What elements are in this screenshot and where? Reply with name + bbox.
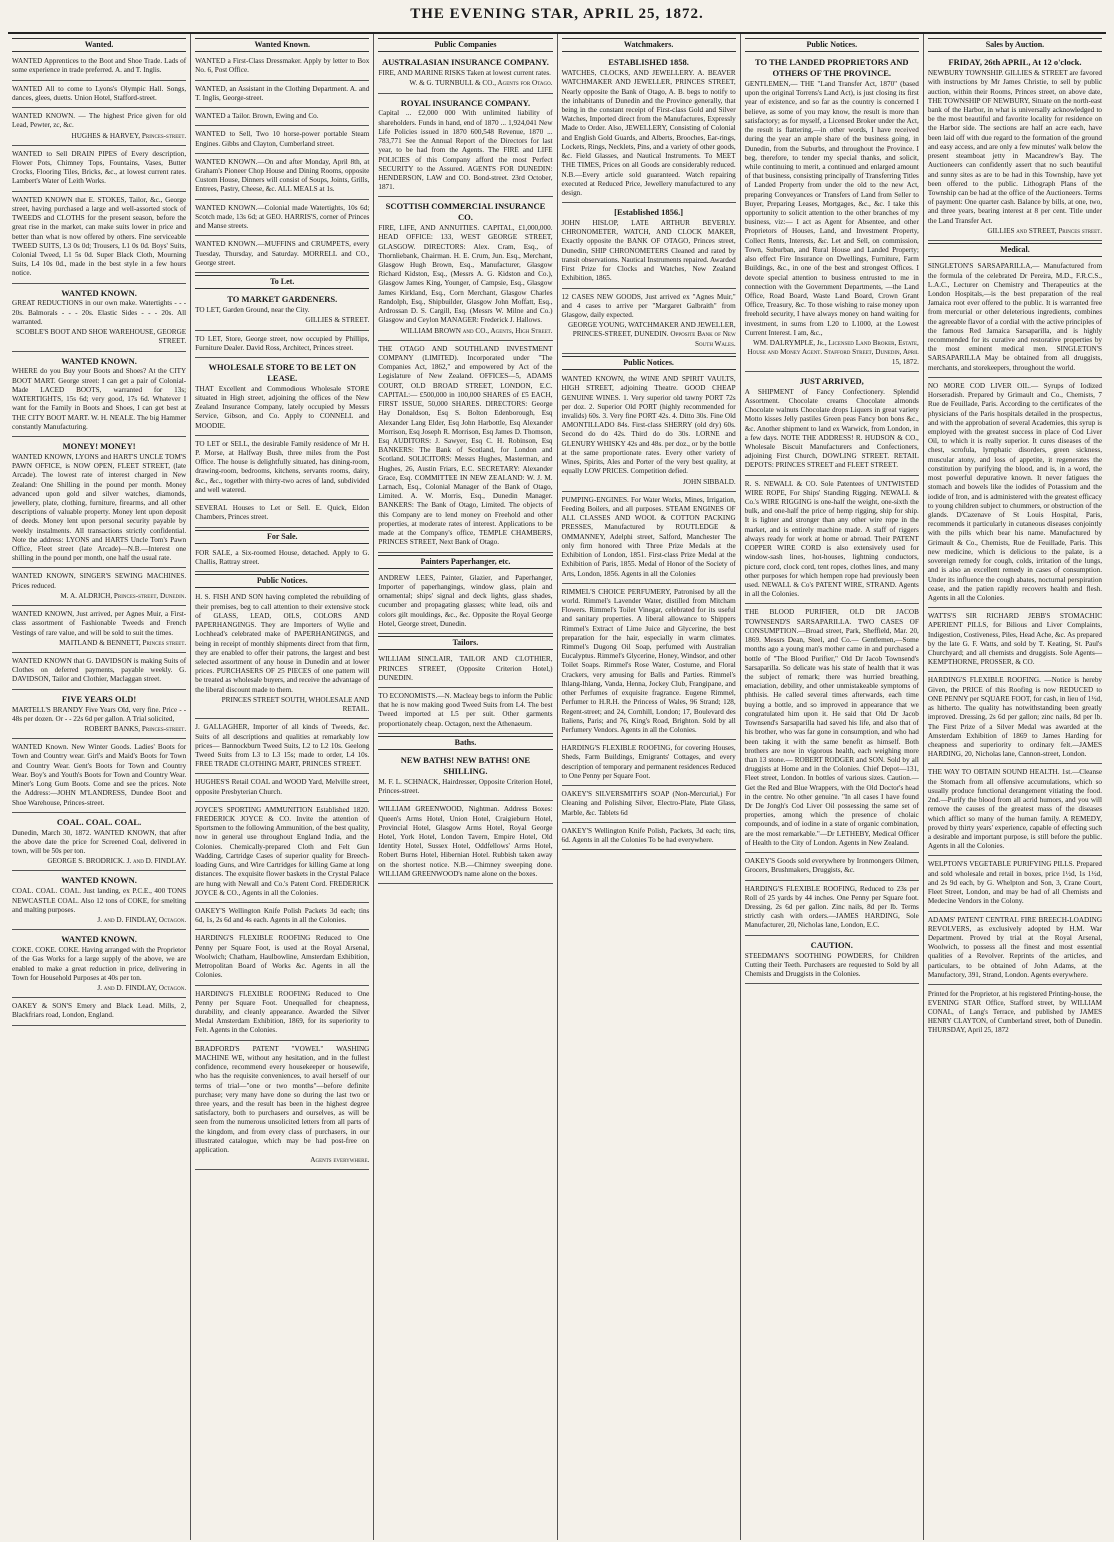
ad-body: WELPTON'S VEGETABLE PURIFYING PILLS. Prepared and sold wholesale and retail in boxes, price 1½d, 1s 1½d, and 2s 9d each, by G. Whelpton and Son, 3, Crane Court, Fleet Street, London, and may be had of all Chemists and Medecine Vendors in the Colony. <box>927 860 1103 906</box>
section-heading: Tailors. <box>378 636 552 650</box>
ad-signature: Agents everywhere. <box>310 1156 370 1165</box>
section-heading: Sales by Auction. <box>928 38 1102 52</box>
advertisement <box>378 803 552 884</box>
ad-body: SEVERAL Houses to Let or Sell. E. Quick, Eldon Chambers, Princes street. <box>195 504 370 522</box>
ad-heading: JUST ARRIVED, <box>799 375 864 386</box>
section-heading: To Let. <box>195 275 369 289</box>
ad-heading: ROYAL INSURANCE COMPANY. <box>400 97 531 108</box>
ad-body: WANTED KNOWN that G. DAVIDSON is making Suits of Clothes on deferred payments, payable weekly. G. DAVIDSON, Tailor and Clothier, Maclaggan street. <box>12 657 187 684</box>
ad-signature: WM. DALRYMPLE, Jr., Licensed Land Broker, Estate, House and Money Agent. Stafford Street, Dunedin, April 15, 1872. <box>747 339 919 366</box>
ad-signature: GILLIES & STREET. <box>305 316 370 325</box>
advertisement <box>378 653 552 688</box>
section-heading: Medical. <box>928 243 1102 257</box>
ad-body: HARDING'S FLEXIBLE ROOFING, Reduced to 23s per Roll of 25 yards by 44 inches. One Penny per Square foot. Dressing, 2s 6d per gallon. Zinc nails, 8d per lb. Terms strictly cash with orders.—JAMES HARDING, Sole Manufacturer, 20, Nicholas lane, London, E.C. <box>744 884 919 930</box>
ad-signature: GEORGE YOUNG, WATCHMAKER AND JEWELLER, PRINCES-STREET, DUNEDIN. Opposite Bank of New South Wales. <box>567 321 736 348</box>
ad-body: WHERE do you Buy your Boots and Shoes? At the CITY BOOT MART. George street: I can get a pair of Colonial-Made LACED BOOTS, warranted for 13s; WATERTIGHTS, 15s 6d; very good, 17s 6d. Whatever I want for the Family in Boots and Shoes, I can get best at THE CITY BOOT MART. W. H. NEALE. The big Hammer constantly Manufacturing. <box>12 367 187 431</box>
advertisement <box>928 858 1102 911</box>
section-heading: Baths. <box>378 736 552 750</box>
ad-heading: TO THE LANDED PROPRIETORS AND OTHERS OF THE PROVINCE. <box>755 57 909 79</box>
advertisement <box>195 502 369 527</box>
advertisement <box>195 55 369 80</box>
advertisement <box>562 586 736 741</box>
ad-heading: [Established 1856.] <box>614 207 684 218</box>
ad-body: WANTED KNOWN, Just arrived, per Agnes Muir, a First-class assortment of Fashionable Tweeds and French Vestings of rare value, and will be sold to suit the times. <box>12 610 187 637</box>
advertisement <box>12 1000 186 1025</box>
ad-heading: CAUTION. <box>810 939 853 950</box>
columns <box>8 34 1106 1540</box>
advertisement <box>928 610 1102 672</box>
ad-signature: GILLIES and STREET, Princes street. <box>987 226 1103 235</box>
ad-body: WANTED a First-Class Dressmaker. Apply by letter to Box No. 6, Post Office. <box>195 57 370 75</box>
column-4 <box>558 34 741 1540</box>
ad-body: HUGHES'S Retail COAL and WOOD Yard, Melville street, opposite Presbyterian Church. <box>195 778 370 796</box>
ad-body: ADAMS' PATENT CENTRAL FIRE BREECH-LOADING REVOLVERS, as exclusively adopted by H.M. War Department. Proved by trial at the Royal Arsenal, Woolwich, to possess all the finest and most essential qualities of a Revolver. Reprints of the articles, and particulars, to be obtained of John Adams, at the Manufactory, 391, Strand, London. Agents everywhere. <box>927 915 1103 979</box>
ad-body: WANTED to Sell, Two 10 horse-power portable Steam Engines. Gibbs and Clayton, Cumberland street. <box>195 130 370 148</box>
ad-body: R. S. NEWALL & CO. Sole Patentees of UNTWISTED WIRE ROPE, For Ships' Standing Rigging. NEWALL & Co.'s WIRE RIGGING is one-half the weight, one-sixth the bulk, and one-half the price of hemp rigging, ship for ship. It is lighter and stronger than any other wire rope in the market, and is entirely machine made. A staff of riggers always ready for work at home or abroad. Their PATENT COPPER WIRE CORD is also extensively used for window-sash lines, hot-houses, lightning conductors, picture cord, clock cord, tent ropes, clothes lines, and many other purposes for which hempen rope had previously been used. NEWALL & Co's PATENT WIRE, STRAND. Agents in all the Colonies. <box>744 479 919 599</box>
section-heading: Public Companies <box>378 38 552 52</box>
ad-heading: WANTED KNOWN. <box>61 355 137 366</box>
ad-heading: TO MARKET GARDENERS. <box>227 294 338 305</box>
advertisement <box>12 439 186 569</box>
advertisement <box>195 238 369 273</box>
advertisement <box>745 883 919 936</box>
column-6 <box>924 34 1106 1540</box>
advertisement <box>562 742 736 786</box>
advertisement <box>745 374 919 476</box>
advertisement <box>12 570 186 606</box>
section-heading: Watchmakers. <box>562 38 736 52</box>
ad-body: JOHN HISLOP, LATE ARTHUR BEVERLY. CHRONOMETER, WATCH, AND CLOCK MAKER, Exactly opposite the BANK OF OTAGO, Princes street, Dunedin, SHIP CHRONOMETERS Cleaned and rated by transit observations. Nautical Instruments repaired. Awarded First Prize for Clocks and Watches, New Zealand Exhibition, 1865. <box>561 219 736 283</box>
ad-signature: MAITLAND & BENNETT, Princes street. <box>59 638 187 647</box>
ad-body: TO LET, Garden Ground, near the City. <box>195 306 310 315</box>
advertisement <box>195 110 369 126</box>
ad-body: WANTED All to come to Lyons's Olympic Hall. Songs, dances, glees, duetts. Union Hotel, Stafford-street. <box>12 84 187 102</box>
ad-signature: J. and D. FINDLAY, Octagon. <box>97 983 187 992</box>
ad-body: WANTED a Tailor. Brown, Ewing and Co. <box>195 112 319 121</box>
advertisement <box>195 333 369 358</box>
ad-body: PUMPING-ENGINES. For Water Works, Mines, Irrigation, Feeding Boilers, and all purposes. STEAM ENGINES OF ALL CLASSES AND WOOL & COTTON PACKING PRESSES, Manufactured by ROUTLEDGE & OMMANNEY, Adelphi street, Salford, Manchester The only firm honored with Three Prize Medals at the Exhibition of London, 1851. First-class Prize Medal at the Exhibition of Paris, 1855. Medal of Honor of the Society of Arts, London, 1856. Agents in all the Colonies <box>561 495 736 578</box>
ad-body: HARDING'S FLEXIBLE ROOFING Reduced to One Penny per Square Foot, is used at the Royal Arsenal, Woolwich; Chatham, Haulbowline, Amsterdam Exhibition, Metropolitan Board of Works &c. Agents in all the Colonies. <box>195 934 370 980</box>
ad-body: WANTED KNOWN that E. STOKES, Tailor, &c., George street, having purchased a large and well-assorted stock of TWEEDS and CLOTHS for the present season, before the great rise in the market, can make suits lower in price and better than what is now offered by others. Fine serviceable TWEED SUITS, L3 0s 0d; Trousers, L1 0s 0d. Boys' Suits, Colonial Tweed, L1 5s 0d. Super Black Cloth, Mourning Suits, L4 10s 0d., made in the best style in a few hours notice. <box>12 195 187 278</box>
column-2 <box>191 34 374 1540</box>
advertisement <box>195 905 369 930</box>
ad-body: WANTED KNOWN. — The highest Price given for old Lead, Pewter, zc, &c. <box>12 112 187 130</box>
ad-body: FIRE, AND MARINE RISKS Taken at lowest current rates. <box>378 69 551 78</box>
section-heading: Public Notices. <box>745 38 919 52</box>
advertisement <box>745 855 919 880</box>
ad-body: WANTED KNOWN.—Colonial made Watertights, 10s 6d; Scotch made, 13s 6d; at GEO. HARRIS'S, corner of Princes and Manse streets. <box>195 203 370 231</box>
ad-body: MARTELL'S BRANDY Five Years Old, very fine. Price - - 48s per dozen. Or - - 22s 6d per gallon. A Trial solicited, <box>12 705 187 723</box>
ad-body: ANDREW LEES, Painter, Glazier, and Paperhanger, Importer of paperhangings, window glass, plain and ornamental; ships' signal and deck lights, glass shades, cucumber and propagating glasses; white lead, oils and colors gilt mouldings, &c., &c. Opposite the Royal George Hotel, George street, Dunedin. <box>378 573 553 628</box>
ad-body: 12 CASES NEW GOODS, Just arrived ex "Agnes Muir," and 4 cases to arrive per "Margaret Galbraith" from Glasgow, daily expected. <box>561 292 736 320</box>
ad-body: THAT Excellent and Commodious Wholesale STORE situated in High street, adjoining the offices of the New Zealand Insurance Company, lately occupied by Messrs Service, Gibson, and Co. Apply to CONNELL and MOODIE. <box>195 384 370 430</box>
advertisement <box>378 572 552 634</box>
ad-body: WANTED KNOWN.—On and after Monday, April 8th, at Graham's Pioneer Chop House and Dining Rooms, opposite Custom House, Dinners will consist of Soups, Joints, Grills, Entrees, Pastry, Cheese, &c. ALL MEALS at 1s. <box>195 157 370 194</box>
ad-heading: AUSTRALASIAN INSURANCE COMPANY. <box>381 57 549 68</box>
advertisement <box>195 591 369 719</box>
ad-body: OAKEY'S Goods sold everywhere by Ironmongers Oilmen, Grocers, Brushmakers, Druggists, &c. <box>744 857 919 875</box>
ad-body: M. F. L. SCHNACK, Hairdresser, Opposite Criterion Hotel, Princes-street. <box>378 777 553 796</box>
ad-heading: SCOTTISH COMMERCIAL INSURANCE CO. <box>385 201 546 223</box>
ad-signature: ROBERT BANKS, Princes-street. <box>84 724 187 733</box>
ad-body: RIMMEL'S CHOICE PERFUMERY, Patronised by all the world. Rimmel's Lavender Water, distilled from Mitcham Flowers. Rimmel's Toilet Vinegar, celebrated for its useful and sanitary properties. A liberal allowance to Shippers Rimmel's Extract of Lime Juice and Glycerine, the best preparation for the hair, especially in warm climates. Rimmel's Dugong Oil Soap, perfumed with Australian Eucalyptus. Rimmel's Glycerine, Honey, Windsor, and other Toilet Soaps. Rimmel's Rose Water, Costume, and Floral Crackers, very amusing for Balls and Parties. Rimmel's Ihlang-Ihlang, Vanda, Henna, Jockey Club, Frangipane, and other Perfumes of exquisite fragrance. Eugene Rimmel, Perfumer to H.R.H. the Princess of Wales, 96 Strand; 128, Regent-street; and 24, Cornhill, London; 17, Boulevard des Italiens, Paris; and 76, King's Road, Brighton. Sold by all Perfumery Vendors. Agents in all the Colonies. <box>561 587 736 734</box>
advertisement <box>12 815 186 872</box>
ad-body: THE BLOOD PURIFIER, OLD DR JACOB TOWNSEND'S SARSAPARILLA. TWO CASES OF CONSUMPTION.—Broad street, Park, Sheffield, Mar. 20, 1869. Messrs Dean, Steel, and Co.— Gentlemen,—Some months ago a young man's mother came in and purchased a bottle of "The Blood Purifier," Old Dr Jacob Townsend's Sarsaparilla. So delicate was his state of health that it was the subject of remark; there was hurried breathing, emaciation, debility, and other unmistakeable symptoms of phthisis. He called several times afterwards, each time buying a bottle, and so improved in appearance that we congratulated him upon it. He said that Old Dr Jacob Townsend's Sarsaparilla had saved his life, and also that of his brother, who was far gone in consumption, and who had been taking it with the same benefit as himself. Both brothers are now in vigorous health, each weighing more than 13 stone.— ROBERT RODGER and SON. Sold by all druggists at Home and in the Colonies. Chief Depot—131, Fleet street, London. In bottles of various sizes. Caution.—Get the Red and Blue Wrappers, with the Old Doctor's head in the centre. No other genuine. "In all cases I have found Dr De Jongh's Cod Liver Oil possessing the same set of properties, among which the presence of cholaic compounds, and of iodine in a state of organic combination, are the most remarkable."—Dr LETHEBY, Medical Officer of Health to the City of London. Agents in New Zealand. <box>744 608 919 847</box>
advertisement <box>12 110 186 146</box>
column-1 <box>8 34 191 1540</box>
ad-body: TO LET or SELL, the desirable Family residence of Mr H. P. Morse, at Halfway Bush, three miles from the Post Office. The house is delightfully situated, has dining-room, drawing-room, bedrooms, kitchens, servants rooms, dairy, &c., &c., together with thirty-two acres of land, subdivided and well watered. <box>195 439 370 494</box>
column-5 <box>741 34 924 1540</box>
ad-heading: FIVE YEARS OLD! <box>61 693 137 704</box>
advertisement <box>562 788 736 823</box>
ad-signature: JOHN SIBBALD. <box>682 477 736 486</box>
advertisement <box>12 655 186 690</box>
advertisement <box>195 547 369 572</box>
ad-body: OAKEY'S Wellington Knife Polish, Packets, 3d each; tins, 6d. Agents in all the Colonies To be had everywhere. <box>561 826 736 844</box>
advertisement <box>195 988 369 1041</box>
advertisement <box>12 932 186 998</box>
ad-signature: W. & G. TURNBULL & CO., Agents for Otago. <box>409 79 553 88</box>
advertisement <box>378 96 552 198</box>
ad-signature: PRINCES STREET SOUTH, WHOLESALE AND RETAIL. <box>221 695 370 714</box>
ad-signature: HUGHES & HARVEY, Princes-street. <box>71 131 187 140</box>
ad-heading: WANTED KNOWN. <box>61 875 137 886</box>
ad-body: THE WAY TO OBTAIN SOUND HEALTH. 1st.—Cleanse the Stomach from all offensive accumulations, which so usually produce functional derangement vitiating the food. 2nd.—Purify the blood from all acrid humors, and you will remove the causes of the greatest mass of the diseases which afflict so many of the human family. A REMEDY, proved by thirty years' experience, capable of effecting such a desirable and important purpose, is still before the public. Agents in all the Colonies. <box>927 768 1103 851</box>
ad-body: FOR SALE, a Six-roomed House, detached. Apply to G. Challis, Rattray street. <box>195 548 370 566</box>
ad-body: WANTED to Sell DRAIN PIPES of Every description, Flower Pots, Chimney Tops, Fountains, Vases, Butter Crocks, Flooring Tiles, Bricks, &c., at lowest current rates. Lambert's Water of Leith Works. <box>12 149 187 186</box>
ad-heading: WHOLESALE STORE TO BE LET ON LEASE. <box>208 361 356 383</box>
section-heading: Wanted. <box>12 38 186 52</box>
ad-body: WILLIAM SINCLAIR, TAILOR AND CLOTHIER, PRINCES STREET, (Opposite Criterion Hotel,) DUNEDIN. <box>378 655 553 682</box>
advertisement <box>12 354 186 437</box>
ad-heading: COAL. COAL. COAL. <box>56 816 142 827</box>
ad-body: GREAT REDUCTIONS in our own make. Watertights - - - 20s. Balmorals - - - 20s. Elastic Sides - - - 20s. All warranted. <box>12 299 187 326</box>
advertisement <box>928 674 1102 764</box>
ad-body: JOYCE'S SPORTING AMMUNITION Established 1820. FREDERICK JOYCE & CO. Invite the attention of Sportsmen to the following Ammunition, of the best quality, now in general use throughout England India, and the Colonies. Chemically-prepared Cloth and Felt Gun Wadding, Cartridge Cases of superior quality for Breech-loading Guns, and Wire Cartridges for killing Game at long distances. The exquisite flower baskets in the Crystal Palace are hung with Newall and Co.'s Patent Cord. FREDERICK JOYCE & CO., Agents in all the Colonies. <box>195 805 370 897</box>
advertisement <box>12 55 186 80</box>
advertisement <box>195 156 369 200</box>
ad-body: OAKEY'S SILVERSMITH'S SOAP (Non-Mercurial,) For Cleaning and Polishing Silver, Electro-Plate, Plate Glass, Marble, &c. Tablets 6d <box>561 790 736 817</box>
ad-body: HARDING'S FLEXIBLE ROOFING, for covering Houses, Sheds, Farm Buildings, Emigrants' Cottages, and every description of temporary and permanent residences Reduced to One Penny per Square Foot. <box>561 744 736 780</box>
advertisement <box>378 55 552 93</box>
advertisement <box>562 373 736 492</box>
ad-body: WATCHES, CLOCKS, AND JEWELLERY. A. BEAVER WATCHMAKER AND JEWELLER, PRINCES STREET, Nearly opposite the Bank of Otago, A. B. begs to notify to the inhabitants of Dunedin and the Province generally, that being in the constant receipt of First-class Gold and Silver Watches, Imported direct from the Manufactures, Expressly Made to Order. Also, JEWELLERY, Consisting of Colonial and English Gold Guards, and Alberts, Brooches, Ear-rings, Lockets, Rings, Necklets, Pins, and a variety of other goods, &c. Field Glasses, and Nautical Instruments. To MEET THE TIMES, Prices on all Goods are considerably reduced. N.B.—Every article sold guaranteed. Watch repairing executed at Reduced Price, Jewellery manufactured to any design. <box>561 69 736 197</box>
advertisement <box>745 606 919 853</box>
advertisement <box>928 55 1102 241</box>
advertisement <box>12 692 186 740</box>
advertisement <box>378 753 552 801</box>
ad-body: WANTED, an Assistant in the Clothing Department. A. and T. Inglis, George-street. <box>195 84 370 102</box>
advertisement <box>195 932 369 985</box>
ad-heading: NEW BATHS! NEW BATHS! ONE SHILLING. <box>400 755 531 776</box>
ad-body: BRADFORD'S PATENT "VOWEL" WASHING MACHINE WE, without any hesitation, and in the fullest confidence, recommend every housekeeper or housewife, who has the requisite conveniences, to avail herself of our terms of trial—"one or two months"—before definite purchase; very many have done so during the last two or three years, and the result has been in the highest degree satisfactory, both to purchasers and ourselves, as will be seen from the numerous unsolicited letters from all parts of the kingdom, and from every class of purchasers, in our illustrated catalogue, which may be had post-free on application. <box>195 1044 370 1155</box>
advertisement <box>195 292 369 330</box>
advertisement <box>745 938 919 985</box>
advertisement <box>195 1043 369 1171</box>
ad-heading: WANTED KNOWN. <box>61 287 137 298</box>
advertisement <box>378 199 552 340</box>
ad-heading: ESTABLISHED 1858. <box>608 57 689 68</box>
advertisement <box>12 873 186 930</box>
ad-body: OAKEY'S Wellington Knife Polish Packets 3d each; tins 6d, 1s, 2s 6d and 4s each. Agents in all the Colonies. <box>195 907 370 925</box>
imprint: Printed for the Proprietor, at his registered Printing-house, the EVENING STAR Office, Stafford street, by WILLIAM CONAL, of Lang's Terrace, and published by JAMES HENRY CLAYTON, of Cumberland street, both of Dunedin. THURSDAY, April 25, 1872 <box>927 990 1103 1034</box>
advertisement <box>562 494 736 584</box>
ad-body: TO LET, Store, George street, now occupied by Phillips, Furniture Dealer. David Ross, Architect, Princes street. <box>195 334 370 352</box>
ad-body: COAL. COAL. COAL. Just landing, ex P.C.E., 400 TONS NEWCASTLE COAL. Also 12 tons of COKE, for smelting and malting purposes. <box>12 887 187 914</box>
advertisement <box>195 721 369 774</box>
advertisement <box>928 260 1102 378</box>
advertisement <box>195 360 369 436</box>
ad-heading: WANTED KNOWN. <box>61 934 137 945</box>
ad-body: FIRE, LIFE, AND ANNUITIES. CAPITAL, £1,000,000. HEAD OFFICE: 133, WEST GEORGE STREET, GLASGOW. DIRECTORS: Alex. Cram, Esq., of Thornliebank, Chairman. H. E. Crum, Jun. Esq., Merchant, Glasgow Hugh Brown, Esq., Manufacturer, Glasgow Richard Kidston, Esq., (Messrs A. G. Kidston and Co.), Glasgow James King, Younger, of Campsie, Esq., Glasgow James Kirkland, Esq., Corn Merchant, Glasgow Charles Randolph, Esq., Shipbuilder, Glasgow John Moffatt, Esq., Ardrossan D. S. Cargill, Esq. (Messrs W. Milne and Co.) Glasgow and Ceylon MANAGER: Frederick J. Hallows. <box>378 224 553 325</box>
ad-body: NEWBURY TOWNSHIP. GILLIES & STREET are favored with instructions by Mr James Christie, to sell by public auction, within their Rooms, Princes street, on above date, THE TOWNSHIP OF NEWBURY, Situate on the north-east bank of the Harbor, in what is universally acknowledged to be the most beautiful and favorite locality for residence on the Harbor side. The sections are half an acre each, have been laid off with due regard to the formation of the ground and easy access, and are only a few minutes' walk below the present steamboat jetty in Macandrew's Bay. The Auctioneers can confidently assert that no such beautiful and sunny sites as are to be had in this Township, have yet been offered to the public. Lithograph Plans of the Township can be had at the office of the Auctioneers. Terms of payment: One quarter cash. Balance by bills, at one, two, and three years, bearing interest at 8 per cent. Title under the Land Transfer Act. <box>927 69 1103 225</box>
ad-body: GENTLEMEN,— THE "Land Transfer Act, 1870" (based upon the original Torrens's Land Act), is just closing its first year of existence, and so far as the country is concerned I believe, as some of you may know, the result is more than satisfactory; as for myself, a Licensed Broker under the Act, the result is flattering,—in other words, I have received during the year an ample share of the business going, in Dunedin, from the Suburbs, and throughout the Province. I beg, therefore, to tender my special thanks, and solicit, while continuing to merit, a continued and enlarged amount of that business, consisting principally of Transferring Titles of Landed Property from under the old to the new Act, preparing Conveyances or Transfers of Land from Seller to Buyer, Preparing Leases, Mortgages, &c., &c. I take this opportunity to solicit attention to the other branches of my business, viz:— I act as Agent for Absentee, and other Proprietors of Houses, Land, and Investment Property, Collect Rents, Interests, &c. Let and Sell, on commission, Town, Suburban, and Rural House and Landed Property; also effect Fire Insurance on Dwellings, Furniture, Farm Buildings, &c., in one of the best and strongest Offices. I devote special attention to business entrusted to me in connection with the Government Departments, —the Land Office, Road Board, Waste Land Board, Crown Grant Office, Treasury, &c. To those wishing to raise money upon freehold security, I have always money on hand waiting for investment, in sums from L20 to L1000, at the Lowest Current Interest. I am, &c., <box>744 79 919 337</box>
ad-body: WANTED Apprentices to the Boot and Shoe Trade. Lads of some experience in trade preferred. A. and T. Inglis. <box>12 57 187 75</box>
advertisement <box>195 202 369 237</box>
ad-body: TO ECONOMISTS.—N. Macleay begs to inform the Public that he is now making good Tweed Suits from L4. The best Tweed imported at L5 per suit. Other garments proportionately cheap. Octagon, next the Athenaeum. <box>378 692 553 728</box>
ad-body: Capital ... £2,000 000 With unlimited liability of shareholders. Funds in hand, end of 1870 ... 1,924,041 New Life Policies issued in 1870 600,548 Revenue, 1870 ... 783,771 See the Annual Report of the Directors for last year, to be had from the Agents. The FIRE and LIFE POLICIES of this Company afford the most Perfect SECURITY to the Assured. AGENTS FOR DUNEDIN: HENDERSON, LAW and CO. Bond-street. 23rd October, 1871. <box>378 109 553 192</box>
advertisement <box>12 148 186 192</box>
advertisement <box>562 55 736 203</box>
section-heading: For Sale. <box>195 530 369 544</box>
advertisement <box>195 438 369 500</box>
ad-heading: FRIDAY, 26th APRIL, At 12 o'clock. <box>948 57 1082 68</box>
ad-signature: GEORGE S. BRODRICK. J. and D. FINDLAY. <box>47 857 187 866</box>
advertisement <box>195 128 369 153</box>
ad-body: THE OTAGO AND SOUTHLAND INVESTMENT COMPANY (LIMITED). Incorporated under "The Companies Act, 1862," and empowered by Act of the Legislature of New Zealand. OFFICES—5, ADAMS COURT, OLD BROAD STREET, LONDON, E.C. CAPITAL:— £500,000 in 100,000 SHARES of £5 EACH, FIRST ISSUE, 50,000 SHARES. DIRECTORS: George Hay Donaldson, Esq S. Bolton Edenborough, Esq Alexander Lang Elder, Esq John Harbottle, Esq Alexander Morrison, Esq Joseph R. Morrison, Esq James D. Thomson, Esq AUDITORS: J. Sawyer, Esq C. H. Robinson, Esq BANKERS: The Bank of Scotland, for London and Scotland. SOLICITORS: Messrs Hughes, Masterman, and Hughes, 26, Austin Friars, E.C. SECRETARY: Alexander Grace, Esq. COMMITTEE IN NEW ZEALAND: W. J. M. Larnach, Esq., Colonial Manager of the Bank of Otago, Limited. A. W. Morris, Esq., Dunedin Manager. BANKERS: The Bank of Otago, Limited. The objects of this Company are to lend money on Freehold and other properties, at moderate rates of interest. Applications to be made at the Company's office, TEMPLE CHAMBERS, PRINCES STREET, Next Bank of Otago. <box>378 344 553 547</box>
ad-body: Dunedin, March 30, 1872. WANTED KNOWN, that after the above date the price for Screened Coal, delivered in town, will be 50s per ton. <box>12 828 187 856</box>
ad-signature: WILLIAM BROWN and CO., Agents, High Street. <box>400 326 553 335</box>
ad-body: WANTED KNOWN, SINGER'S SEWING MACHINES. Prices reduced. <box>12 572 187 590</box>
section-heading: Public Notices. <box>562 356 736 370</box>
advertisement <box>378 690 552 734</box>
advertisement <box>195 83 369 108</box>
advertisement <box>928 766 1102 856</box>
ad-body: WANTED Known. New Winter Goods. Ladies' Boots for Town and Country wear. Girl's and Maid's Boots for Town and Country Wear. Gent's Boots for Town and Country Wear. Boy's and Youth's Boots for Town and Country Wear. Miner's Long Gum Boots. Come and see the prices. Note the Address:—JOHN M'LANDRESS, Dundee Boot and Shoe Warehouse, Princes-street. <box>12 743 187 807</box>
advertisement <box>745 55 919 372</box>
section-heading: Public Notices. <box>195 574 369 588</box>
advertisement <box>12 194 186 284</box>
ad-body: WANTED KNOWN.—MUFFINS and CRUMPETS, every Tuesday, Thursday, and Saturday. MORRELL and CO., George street. <box>195 240 370 267</box>
ad-signature: J. and D. FINDLAY, Octagon. <box>97 916 187 925</box>
ad-body: WILLIAM GREENWOOD, Nightman. Address Boxes: Queen's Arms Hotel, Union Hotel, Craigieburn Hotel, Provincial Hotel, Glasgow Arms Hotel, Royal George Hotel, York Hotel, London Tavern, Empire Hotel, Old Identity Hotel, Sussex Hotel, Oddfellows' Arms Hotel, Robert Burns Hotel, Hibernian Hotel. Rubbish taken away on the shortest notice. N.B.—Chimney sweeping done. WILLIAM GREENWOOD's name alone on the boxes. <box>378 805 553 878</box>
ad-body: NO MORE COD LIVER OIL.— Syrups of Iodized Horseradish. Prepared by Grimault and Co., Chemists, 7 Rue de Feuillade, Paris. According to the certificates of the physicians of the Paris hospitals detailed in the prospectus, and with the approbation of several Academies, this syrup is employed with the greatest success in place of Cod Liver Oil, to which it is really superior. It cures diseases of the chest, scrofula, lymphatic disorders, green sickness, muscular atony, and loss of appetite, it regenerates the constitution by purifying the blood, and is, in a word, the most powerful depurative known. It never fatigues the stomach and bowels like the iodides of Potassium and the iodide of Iron, and is administered with the greatest efficacy to young children subject to chummers, or obstruction of the glands. D'Cazenave of St Louis Hospital, Paris, recommends it particularly in cutaneous diseases conjointly with the pills which bear his name. Manufactured by Grimault & Co., Chemists, Rue de Feuillade, Paris. This new medicine, which is delicious to the palate, is a sovereign remedy for cough, colds, irritation of the lungs, and is also an excellent remedy in cases of consumption. Under its influence the cough abates, nocturnal perspiration cease, and the patien rapidly recovers health and flesh. Agents in all the Colonies. <box>927 381 1103 602</box>
ad-signature: SCOBLE'S BOOT AND SHOE WAREHOUSE, GEORGE STREET. <box>15 328 187 346</box>
advertisement <box>378 343 552 553</box>
ad-body: WATTS'S SIR RICHARD JEBB'S STOMACHIC APERIENT PILLS, for Bilious and Liver Complaints, Indigestion, Costiveness, Piles, Head Ache, &c. As prepared by the late G. F. Watts, and sold by T. Keating, St. Paul's Churchyard; and all chemists and druggists. Sole Agents— KEMPTHORNE, PROSSER, & CO. <box>927 612 1103 667</box>
ad-body: SINGLETON'S SARSAPARILLA,— Manufactured from the formula of the celebrated Dr Pereira, M.D., F.R.C.S., L.A.C., Lecturer on Chemistry and Therapeutics at the London Hospitals,—is the best preparation of the real Jamaica root ever offered to the public. It is warranted free from mercurial or other deleterious ingredients, combines the agreeable flavor of a cordial with the active principles of the famous Red Jamaica Sarsaparilla, and is highly recommended for its curative and restorative properties by the most eminent medical men. SINGLETON'S SARSAPARILLA May be obtained from all druggists, merchants, and storekeepers, throughout the world. <box>927 262 1103 372</box>
advertisement <box>12 286 186 352</box>
advertisement <box>562 825 736 850</box>
section-heading: Wanted Known. <box>195 38 369 52</box>
advertisement <box>928 380 1102 608</box>
advertisement <box>195 776 369 801</box>
ad-body: WANTED KNOWN, the WINE AND SPIRIT VAULTS, HIGH STREET, adjoining Theatre. GOOD CHEAP GENUINE WINES. 1. Very superior old tawny PORT 72s per doz. 2. Superior Old PORT (highly recommended for invalids) 60s. 3. Very fine PORT 42s. 4. Ditto 30s. Fine Old AMONTILLADO 84s. First-class SHERRY (old dry) 60s. Second do do 42s. Third do do 30s. LORNE and GLENURY WHISKY 42s and 48s. per doz., or by the bottle at the same proportionate rates. Every other variety of Wines, Spirits, Ales and Porter of the very best quality, at equally LOW PRICES. Competition defied. <box>561 375 736 476</box>
advertisement <box>12 83 186 108</box>
ad-body: OAKEY & SON'S Emery and Black Lead. Mills, 2, Blackfriars road, London, England. <box>12 1002 187 1020</box>
ad-body: COKE. COKE. COKE. Having arranged with the Proprietor of the Gas Works for a large supply of the above, we are enabled to make a great reduction in price, delivering in Town for Household Purposes at 40s per ton. <box>12 946 187 982</box>
advertisement <box>562 205 736 288</box>
ad-signature: M. A. ALDRICH, Princes-street, Dunedin. <box>60 591 187 600</box>
section-heading: Painters Paperhanger, etc. <box>378 555 552 569</box>
advertisement <box>12 741 186 813</box>
column-3 <box>374 34 557 1540</box>
ad-body: WANTED KNOWN, LYONS and HART'S UNCLE TOM'S PAWN OFFICE, is NOW OPEN, FLEET STREET, (late Arcade). The lowest rate of interest charged in New Zealand: One Shilling in the pound per month. Money advanced upon gold and silver watches, diamonds, jewellery, plate, clothing, furniture, firearms, and all other descriptions of valuable property. Money lent upon deposit of deeds. Money lent upon personal security payable by weekly instalments. All transactions strictly confidential. Note the address: LYONS and HARTS Uncle Tom's Pawn Office, Fleet street (late Arcade)—N.B.—Interest one shilling in the pound per month, one half the usual rate. <box>12 452 187 563</box>
ad-body: STEEDMAN'S SOOTHING POWDERS, for Children Cutting their Teeth. Purchasers are requested to Sold by all Chemists and Druggists in the Colonies. <box>744 951 919 978</box>
ad-body: HARDING'S FLEXIBLE ROOFING. —Notice is hereby Given, the PRICE of this Roofing is now REDUCED to ONE PENNY per SQUARE FOOT, for cash, in lieu of 1½d, as hitherto. The quality has notwithstanding been greatly improved. Dressing, 2s 6d per gallon; zinc nails, 8d per lb. The First Prize of a Silver Medal was awarded at the Amsterdam Exhibition of 1869 to James Harding for cheapness and superiority to ordinary felt.—JAMES HARDING, 20, Nicholas lane, Cannon-street, London. <box>927 676 1103 759</box>
advertisement <box>745 478 919 605</box>
advertisement <box>195 804 369 903</box>
ad-body: A SHIPMENT of Fancy Confectionery. Splendid Assortment. Chocolate creams Chocolate almonds Chocolate walnuts Chocolate drops Liquers in great variety Motto kisses Jelly pastiles Green peas Fancy bon bons &c., &c. Another shipment to land ex Warwick, from London, in a few days. NOTE THE ADDRESS! R. HUDSON & CO., Wholesale Biscuit Manufacturers and Confectioners, adjoining First Church, DOWLING STREET. RETAIL DEPOTS: PRINCES STREET and FLEET STREET. <box>744 387 919 470</box>
advertisement <box>562 291 736 354</box>
ad-body: HARDING'S FLEXIBLE ROOFING Reduced to One Penny per Square Foot. Unequalled for cheapness, durability, and cleanly appearance. Awarded the Silver Medal Amsterdam Exhibition, 1869, for its superiority to Felt. Agents in the Colonies. <box>195 989 370 1035</box>
ad-body: H. S. FISH AND SON having completed the rebuilding of their premises, beg to call attention to their extensive stock of GLASS, LEAD, OILS, COLORS AND PAPERHANGINGS. They are Importers of Wylie and Lochhead's celebrated make of PAPERHANGINGS, and being in receipt of monthly shipments direct from that firm, they are enabled to offer their patrons, the largest and best selected assortment of any house in Dunedin and at lower prices. PURCHASERS OF 25 PIECES of one pattern will be treated as wholesale buyers, and receive the advantage of the liberal discount made to them. <box>195 593 370 694</box>
advertisement <box>928 914 1102 986</box>
advertisement <box>12 608 186 653</box>
ad-body: J. GALLAGHER, Importer of all kinds of Tweeds, &c. Suits of all descriptions and qualities at remarkably low prices— Bannockburn Tweed Suits, L2 to L2 10s. Geelong Tweed Suits from L3 to L3 15s; made to order, L4 10s. FREE TRADE CLOTHING MART, PRINCES STREET. <box>195 723 370 769</box>
masthead: THE EVENING STAR, APRIL 25, 1872. <box>8 6 1106 34</box>
ad-heading: MONEY! MONEY! <box>62 440 136 451</box>
